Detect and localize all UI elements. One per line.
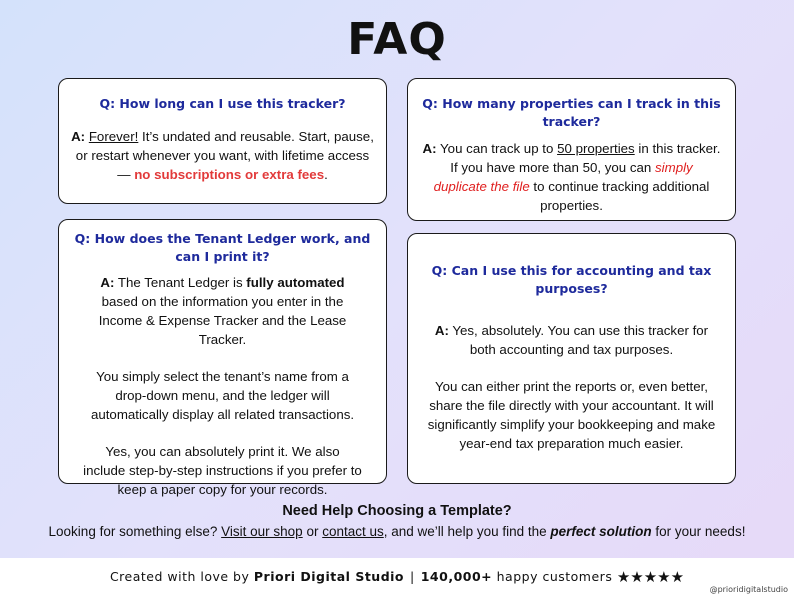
faq-card-duration [58,78,387,204]
faq-question: Q: How does the Tenant Ledger work, and can I print it? [74,231,371,264]
help-text [0,524,794,539]
answer-label: A: [71,129,86,144]
faq-answer [422,139,721,215]
answer-paragraph-2: You can either print the reports or, even better, share the file directly with your accountant. It will significantly simplify your bookkeeping and make year-end tax preparation much easier. [427,379,716,451]
answer-text-end: to continue tracking additional properties. [529,179,710,213]
help-text-or: or [302,524,323,539]
faq-question: Q: How many properties can I track in this tracker? [422,96,721,129]
perfect-solution-text: perfect solution [550,524,652,539]
help-text-end: for your needs! [651,524,746,539]
answer-label: A: [422,141,437,156]
faq-question: Q: Can I use this for accounting and tax purposes? [431,263,712,296]
customers-text: happy customers [492,569,617,584]
answer-text: You can track up to [436,141,558,156]
faq-answer [69,273,376,499]
faq-answer [71,127,374,184]
answer-paragraph-2: You simply select the tenant’s name from a drop-down menu, and the ledger will automatically display all related transactions. [90,369,355,422]
rating-stars-icon: ★★★★★ [616,568,685,586]
answer-label: A: [100,275,115,290]
faq-card-accounting [407,233,736,484]
properties-limit-text: 50 properties [557,141,635,156]
footer-created-text: Created with love by [109,569,254,584]
customers-count: 140,000+ [420,569,493,584]
duplicate-file-highlight: simply duplicate the file [433,160,693,194]
answer-text: The Tenant Ledger is [114,275,247,290]
help-heading: Need Help Choosing a Template? [282,503,512,519]
visit-shop-link[interactable]: Visit our shop [221,524,303,539]
answer-paragraph-3: Yes, you can absolutely print it. We also include step-by-step instructions if you prefer to keep a paper copy for your records. [83,444,362,497]
answer-text: It’s undated and reusable. Start, pause, or restart whenever you want, with lifetime access — [75,129,374,182]
social-handle: @prioridigitalstudio [709,585,788,594]
contact-us-link[interactable]: contact us [322,524,384,539]
footer-credit [0,568,794,586]
answer-text-end: based on the information you enter in the Income & Expense Tracker and the Lease Tracker. [98,294,347,347]
footer-bar [0,558,794,595]
faq-card-properties [407,78,736,221]
help-text-mid: , and we’ll help you find the [383,524,551,539]
faq-question: Q: How long can I use this tracker? [99,96,346,111]
fully-automated-text: fully automated [246,275,345,290]
page-title: FAQ [347,14,447,65]
answer-label: A: [434,323,449,338]
footer-separator: | [410,569,415,584]
answer-text-mid: in this tracker. If you have more than 50, you can [450,141,721,175]
answer-text: Yes, absolutely. You can use this tracker for both accounting and tax purposes. [448,323,709,357]
faq-answer [422,321,721,453]
studio-name: Priori Digital Studio [253,569,405,584]
no-subscriptions-highlight: no subscriptions or extra fees [134,167,325,182]
faq-card-tenant-ledger [58,219,387,497]
help-text-start: Looking for something else? [48,524,222,539]
forever-text: Forever! [88,129,139,144]
answer-text-end: . [324,167,328,182]
